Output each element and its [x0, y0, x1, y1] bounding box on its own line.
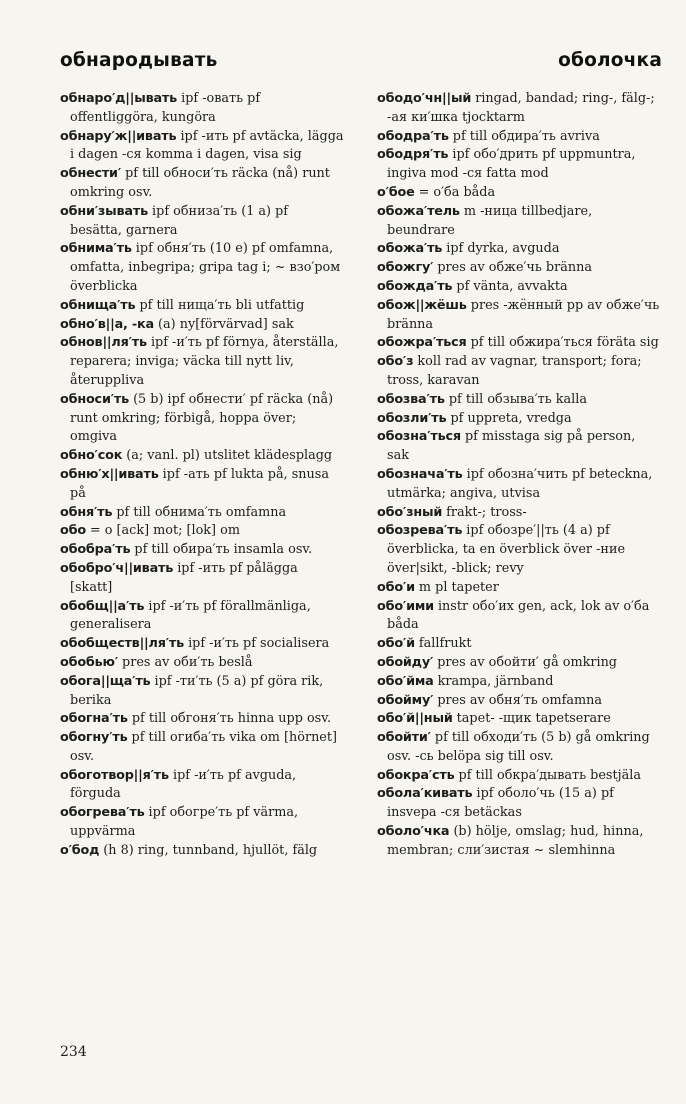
left-running-headword: обнародывать [60, 50, 218, 71]
entry-headword: обню′х||ивать [60, 466, 159, 482]
entry-definition: ipf dyrka, avguda [442, 241, 560, 257]
entry-headword: обо′з [377, 354, 414, 370]
dictionary-entry [377, 823, 661, 861]
entry-definition: pf till обдира′ть avriva [448, 128, 600, 144]
entry-definition: krampa, järnband [433, 673, 554, 689]
entry-definition: ipf -и′ть pf förnya, återställa, reparera; inviga; väcka till nytt liv, återuppliva [70, 335, 339, 388]
entry-headword: обознача′ть [377, 466, 463, 482]
dictionary-entry [377, 353, 661, 391]
dictionary-entry [377, 203, 661, 241]
dictionary-entry [60, 804, 344, 842]
entry-headword: обозли′ть [377, 410, 447, 426]
dictionary-entry [60, 391, 344, 447]
dictionary-entry [377, 128, 661, 147]
dictionary-entry [60, 729, 344, 767]
dictionary-entry [377, 692, 661, 711]
entry-definition: ipf -ить pf avtäcka, lägga i dagen -ся komma i dagen, visa sig [70, 128, 344, 163]
entry-headword: обозна′ться [377, 429, 461, 445]
entry-definition: pf uppreta, vredga [446, 410, 572, 426]
entry-definition: ipf -и′ть pf avguda, förguda [70, 767, 297, 802]
entry-definition: (h 8) ring, tunnband, hjullöt, fälg [99, 842, 318, 858]
entry-definition: ipf обозна′чить pf beteckna, utmärka; angiva, utvisa [387, 466, 653, 501]
dictionary-entry [377, 673, 661, 692]
entry-headword: обогрева′ть [60, 805, 145, 821]
entry-definition: pf vänta, avvakta [452, 278, 568, 294]
dictionary-entry [60, 654, 344, 673]
entry-definition: pf till обира′ть insamla osv. [130, 542, 313, 558]
entry-definition: pf till нища′ть bli utfattig [135, 297, 305, 313]
entry-definition: ipf -и′ть pf förallmänliga, generalisera [70, 598, 311, 633]
entry-definition: ipf обниза′ть (1 a) pf besätta, garnera [70, 203, 289, 238]
dictionary-entry [377, 635, 661, 654]
entry-headword: обогна′ть [60, 711, 128, 727]
entry-headword: обожда′ть [377, 278, 453, 294]
entry-headword: обнима′ть [60, 241, 132, 257]
right-running-headword: оболочка [558, 50, 662, 71]
dictionary-entry [377, 240, 661, 259]
dictionary-entry [377, 259, 661, 278]
dictionary-entry [377, 278, 661, 297]
dictionary-entry [60, 522, 344, 541]
dictionary-entry [60, 466, 344, 504]
entry-definition: (a; vanl. pl) utslitet klädesplagg [122, 448, 333, 464]
entry-definition: pf till обноси′ть räcka (nå) runt omkring osv. [70, 166, 330, 200]
dictionary-entry [377, 428, 661, 466]
dictionary-entry [377, 410, 661, 429]
entry-definition: tapet- -щик tapetserare [452, 711, 611, 727]
dictionary-entry [60, 90, 344, 128]
entry-headword: обобществ||ля′ть [60, 636, 185, 652]
entry-headword: обо′ими [377, 598, 434, 614]
entry-definition: = о [ack] mot; [lok] om [85, 523, 240, 539]
entry-headword: обожгу′ [377, 260, 434, 276]
dictionary-entry [377, 579, 661, 598]
entry-headword: обо′и [377, 579, 415, 595]
entry-headword: обнести′ [60, 166, 121, 182]
entry-definition: fallfrukt [414, 636, 472, 652]
entry-headword: обно′в||а, -ка [60, 316, 154, 332]
entry-definition: ipf оболо′чь (15 a) pf insvepa -ся betäckas [387, 786, 614, 821]
entry-definition: frakt-; tross- [442, 504, 527, 520]
entry-headword: обобщ||а′ть [60, 598, 145, 614]
entry-headword: о′бод [60, 842, 100, 858]
entry-headword: обога||ща′ть [60, 673, 151, 689]
entry-headword: обнища′ть [60, 297, 136, 313]
dictionary-entry [377, 466, 661, 504]
dictionary-entry [60, 673, 344, 711]
entry-headword: обнаро′д||ывать [60, 91, 178, 106]
dictionary-entry [60, 541, 344, 560]
dictionary-entry [60, 598, 344, 636]
entry-definition: pres av обойти′ gå omkring [433, 654, 618, 670]
dictionary-entry [377, 146, 661, 184]
entry-definition: pf till обзыва′ть kalla [444, 391, 587, 407]
entry-definition: m -ница tillbedjare, beundrare [387, 203, 593, 238]
entry-headword: обокра′сть [377, 767, 455, 783]
entry-definition: pf till обгоня′ть hinna upp osv. [127, 711, 332, 727]
entry-headword: обо [60, 523, 86, 539]
dictionary-entry [60, 710, 344, 729]
dictionary-entry [60, 316, 344, 335]
dictionary-entry [60, 203, 344, 241]
entry-headword: обни′зывать [60, 203, 148, 219]
entry-definition: pres av оби′ть beslå [117, 654, 253, 670]
dictionary-entry [60, 128, 344, 166]
dictionary-entry [60, 560, 344, 598]
left-column [60, 90, 344, 861]
entry-headword: ободо′чн||ый [377, 91, 472, 106]
entry-definition: ipf -ать pf lukta på, snusa på [70, 466, 329, 501]
entry-definition: (5 b) ipf обнести′ pf räcka (nå) runt omkring; förbigå, hoppa över; omgiva [70, 391, 334, 445]
entry-headword: обозва′ть [377, 391, 445, 407]
running-header [60, 50, 662, 80]
dictionary-entry [377, 297, 661, 335]
entry-definition: pf till обкра′дывать bestjäla [454, 767, 641, 783]
entry-headword: обобро′ч||ивать [60, 560, 174, 576]
entry-headword: обойти′ [377, 730, 431, 746]
entry-definition: pres av обже′чь bränna [433, 260, 592, 276]
entry-definition: ipf -ить pf pålägga [skatt] [70, 560, 298, 595]
dictionary-entry [60, 447, 344, 466]
entry-definition: pf till обжира′ться föräta sig [466, 335, 659, 351]
entry-headword: обозрева′ть [377, 523, 463, 539]
page-number: 234 [60, 1044, 87, 1060]
entry-headword: обнов||ля′ть [60, 335, 147, 351]
entry-headword: обож||жёшь [377, 297, 467, 313]
entry-headword: обожа′тель [377, 203, 460, 219]
dictionary-entry [60, 767, 344, 805]
dictionary-entry [377, 767, 661, 786]
entry-headword: обоготвор||я′ть [60, 767, 169, 783]
dictionary-entry [377, 710, 661, 729]
entry-definition: m pl tapeter [414, 579, 499, 595]
dictionary-entry [377, 504, 661, 523]
entry-definition: (b) hölje, omslag; hud, hinna, membran; сли′зистая ~ slemhinna [387, 824, 644, 858]
entry-headword: обно′сок [60, 448, 123, 464]
entry-definition: pres -жённый pp av обже′чь bränna [387, 297, 660, 332]
entry-headword: обола′кивать [377, 786, 473, 802]
entry-headword: обожа′ть [377, 241, 443, 257]
dictionary-entry [377, 729, 661, 767]
entry-headword: обогну′ть [60, 730, 128, 746]
entry-headword: обо′йма [377, 673, 434, 689]
entry-headword: обойду′ [377, 654, 434, 670]
entry-headword: обноси′ть [60, 391, 129, 407]
entry-definition: pf misstaga sig på person, sak [387, 429, 636, 464]
dictionary-entry [60, 842, 344, 861]
entry-headword: оболо′чка [377, 824, 450, 840]
dictionary-entry [377, 391, 661, 410]
entry-definition: ringad, bandad; ring-, fälg-; -ая ки′шка tjocktarm [387, 91, 655, 125]
entry-definition: ipf -и′ть pf socialisera [184, 636, 330, 652]
entry-definition: = о′ба båda [414, 184, 496, 200]
entry-headword: обня′ть [60, 504, 113, 520]
dictionary-entry [60, 334, 344, 390]
entry-definition: pf till обнима′ть omfamna [112, 504, 287, 520]
entry-headword: обо′й||ный [377, 711, 453, 727]
entry-headword: обнару′ж||ивать [60, 128, 177, 144]
entry-definition: ipf -ти′ть (5 a) pf göra rik, berika [70, 673, 324, 708]
dictionary-entry [60, 165, 344, 203]
entry-headword: обобью′ [60, 654, 118, 670]
entry-headword: ободра′ть [377, 128, 449, 144]
entry-definition: ipf обозре′||ть (4 a) pf överblicka, ta en överblick över -ние över|sikt, -blick; revy [387, 523, 626, 576]
entry-definition: pres av обня′ть omfamna [433, 692, 603, 708]
entry-definition: koll rad av vagnar, transport; fora; tross, karavan [387, 354, 642, 388]
dictionary-entry [377, 334, 661, 353]
dictionary-entry [377, 184, 661, 203]
right-column [377, 90, 661, 861]
dictionary-entry [377, 785, 661, 823]
entry-headword: обо′й [377, 636, 415, 652]
entry-definition: pf till огиба′ть vika om [hörnet] osv. [70, 730, 338, 764]
dictionary-entry [60, 504, 344, 523]
dictionary-entry [60, 635, 344, 654]
dictionary-entry [377, 598, 661, 636]
entry-headword: ободря′ть [377, 147, 449, 163]
dictionary-entry [377, 654, 661, 673]
entry-headword: обожра′ться [377, 335, 467, 351]
entry-definition: ipf обо′дрить pf uppmuntra, ingiva mod -ся fatta mod [387, 147, 636, 182]
entry-headword: о′бое [377, 184, 415, 200]
dictionary-entry [377, 90, 661, 128]
dictionary-entry [60, 240, 344, 296]
dictionary-entry [377, 522, 661, 578]
entry-headword: обо′зный [377, 504, 443, 520]
entry-definition: ipf обня′ть (10 e) pf omfamna, omfatta, inbegripa; gripa tag i; ~ взо′ром överblicka [70, 241, 341, 294]
entry-definition: ipf обогре′ть pf värma, uppvärma [70, 805, 299, 840]
entry-definition: instr обо′их gen, ack, lok av о′ба båda [387, 598, 650, 633]
entry-definition: (a) ny[förvärvad] sak [153, 316, 294, 332]
entry-headword: обойму′ [377, 692, 434, 708]
entry-definition: pf till обходи′ть (5 b) gå omkring osv. -сь belöpa sig till osv. [387, 730, 650, 764]
entry-definition: ipf -овать pf offentliggöra, kungöra [70, 91, 261, 125]
dictionary-entry [60, 297, 344, 316]
entry-headword: обобра′ть [60, 542, 131, 558]
